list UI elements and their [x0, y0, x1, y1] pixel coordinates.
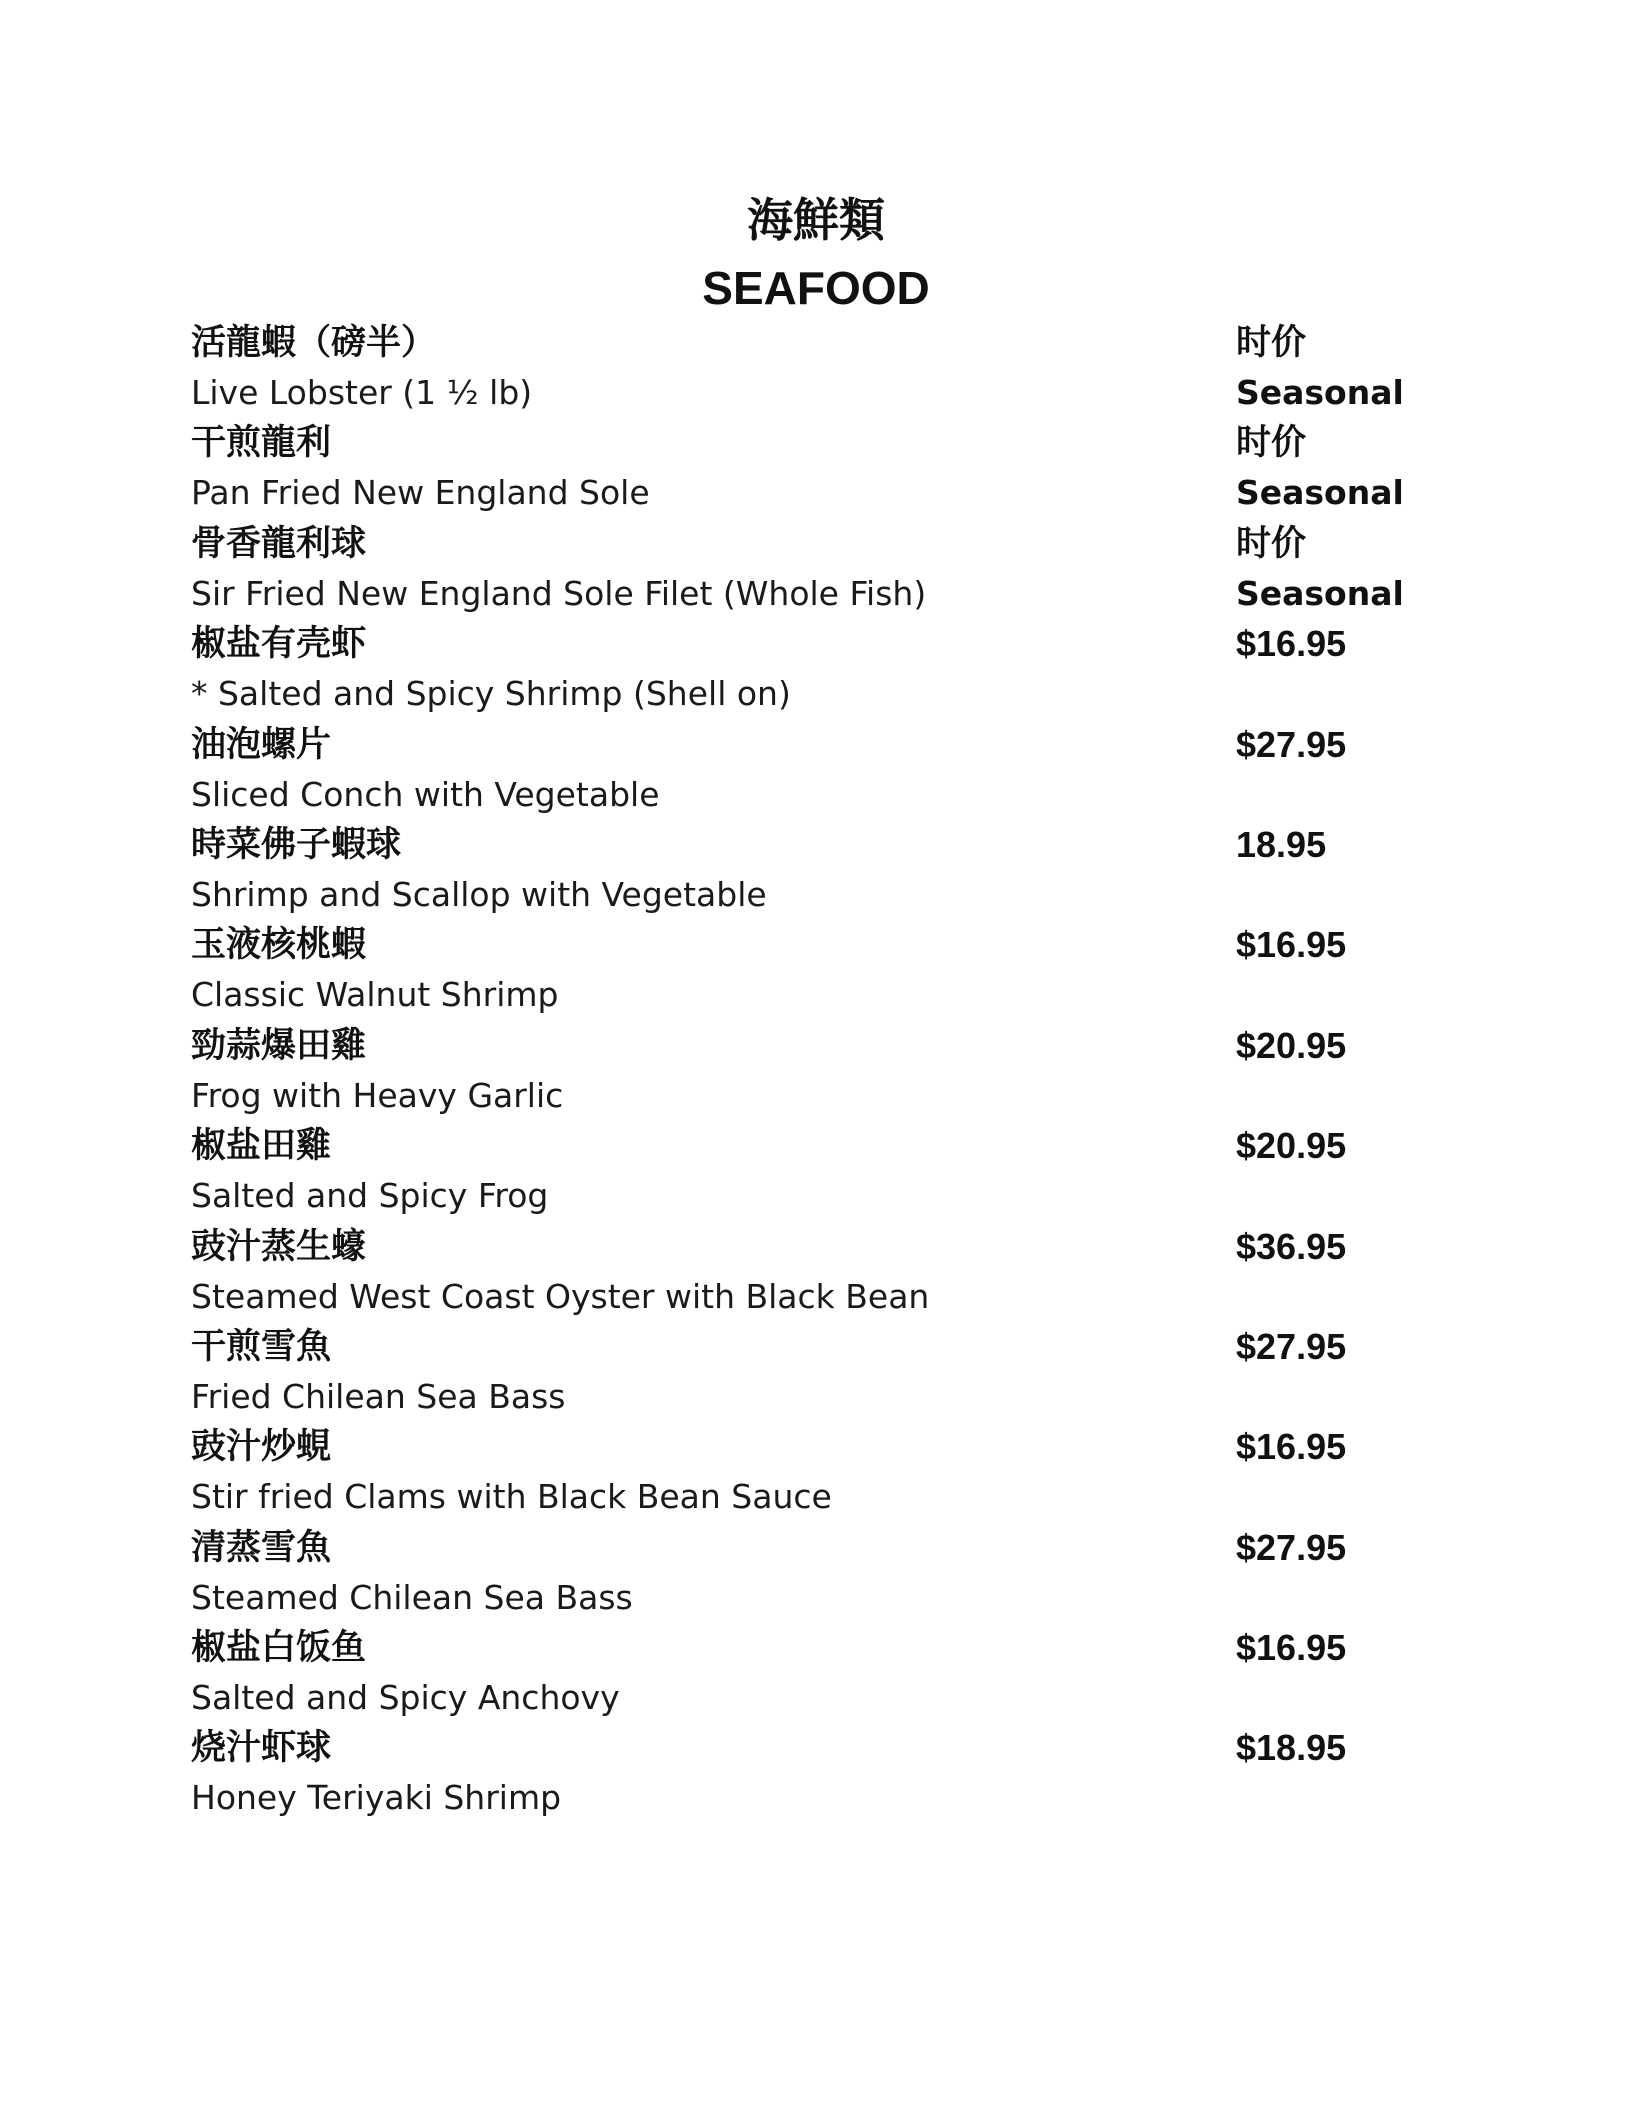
item-price: 18.95 — [1236, 823, 1327, 865]
item-price: $16.95 — [1236, 623, 1347, 665]
item-price: $20.95 — [1236, 1024, 1347, 1066]
item-name-english: Stir fried Clams with Black Bean Sauce — [191, 1477, 832, 1517]
page-title-chinese: 海鮮類 — [747, 193, 885, 247]
menu-item — [191, 1723, 1451, 1823]
item-name-chinese: 椒盐白饭鱼 — [191, 1628, 367, 1669]
item-name-chinese: 干煎雪魚 — [191, 1326, 332, 1367]
menu-item — [191, 1422, 1451, 1522]
menu-list — [191, 318, 1451, 1824]
menu-item — [191, 1523, 1451, 1623]
menu-item — [191, 1121, 1451, 1221]
item-name-english: Steamed West Coast Oyster with Black Bean — [191, 1276, 930, 1316]
item-name-english: Live Lobster (1 ½ lb) — [191, 373, 533, 412]
item-name-chinese: 骨香龍利球 — [191, 523, 367, 564]
item-price: $16.95 — [1236, 1627, 1347, 1669]
item-name-english: * Salted and Spicy Shrimp (Shell on) — [191, 674, 791, 714]
item-price: 时价 — [1236, 423, 1307, 464]
item-price: $27.95 — [1236, 1325, 1347, 1367]
menu-item — [191, 619, 1451, 719]
item-price: 时价 — [1236, 323, 1307, 363]
menu-item — [191, 920, 1451, 1020]
item-price: $27.95 — [1236, 723, 1347, 765]
item-name-english: Steamed Chilean Sea Bass — [191, 1577, 633, 1617]
menu-item — [191, 318, 1451, 418]
menu-item — [191, 1322, 1451, 1422]
menu-item — [191, 1021, 1451, 1121]
menu-item — [191, 1623, 1451, 1723]
item-price: $16.95 — [1236, 924, 1347, 966]
item-price: $16.95 — [1236, 1426, 1347, 1468]
menu-item — [191, 1222, 1451, 1322]
item-name-english: Frog with Heavy Garlic — [191, 1075, 564, 1115]
item-name-chinese: 時菜佛子蝦球 — [191, 824, 402, 865]
menu-item — [191, 418, 1451, 518]
item-price: $27.95 — [1236, 1526, 1347, 1568]
item-name-english: Sir Fried New England Sole Filet (Whole Fish) — [191, 573, 927, 613]
item-name-english: Classic Walnut Shrimp — [191, 975, 559, 1015]
item-name-english: Salted and Spicy Anchovy — [191, 1678, 620, 1718]
page-title-english: SEAFOOD — [702, 262, 930, 314]
item-name-chinese: 椒盐田雞 — [191, 1126, 332, 1167]
menu-item — [191, 720, 1451, 820]
item-price: 时价 — [1236, 523, 1307, 564]
item-price-english: Seasonal — [1236, 473, 1404, 513]
item-name-english: Shrimp and Scallop with Vegetable — [191, 874, 767, 914]
item-name-english: Fried Chilean Sea Bass — [191, 1376, 566, 1416]
menu-item — [191, 519, 1451, 619]
item-name-chinese: 活龍蝦（磅半） — [191, 323, 437, 363]
item-name-chinese: 豉汁蒸生蠔 — [191, 1226, 367, 1267]
item-price-english: Seasonal — [1236, 373, 1404, 412]
item-name-english: Honey Teriyaki Shrimp — [191, 1778, 562, 1818]
item-price: $18.95 — [1236, 1727, 1347, 1769]
item-price-english: Seasonal — [1236, 573, 1404, 613]
item-name-chinese: 玉液核桃蝦 — [191, 925, 367, 966]
item-name-chinese: 烧汁虾球 — [191, 1728, 332, 1769]
item-name-english: Sliced Conch with Vegetable — [191, 774, 660, 814]
item-name-chinese: 清蒸雪魚 — [191, 1527, 332, 1568]
item-name-chinese: 油泡螺片 — [191, 724, 332, 765]
item-name-english: Salted and Spicy Frog — [191, 1176, 549, 1216]
item-name-chinese: 勁蒜爆田雞 — [191, 1025, 367, 1066]
item-price: $20.95 — [1236, 1125, 1347, 1167]
item-name-chinese: 豉汁炒蜆 — [191, 1427, 332, 1468]
item-name-english: Pan Fried New England Sole — [191, 473, 650, 513]
item-price: $36.95 — [1236, 1225, 1347, 1267]
menu-item — [191, 820, 1451, 920]
item-name-chinese: 干煎龍利 — [191, 423, 332, 464]
item-name-chinese: 椒盐有壳虾 — [191, 624, 367, 665]
